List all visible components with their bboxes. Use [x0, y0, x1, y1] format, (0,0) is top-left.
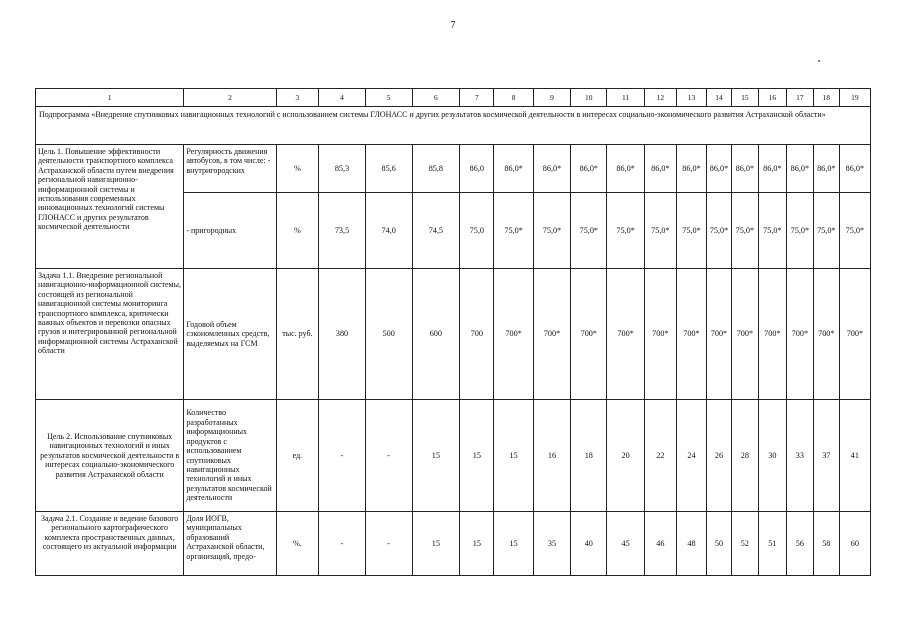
header-cell: 14 [707, 89, 732, 107]
value-cell: 86,0 [460, 145, 494, 193]
header-cell: 3 [276, 89, 319, 107]
header-cell: 4 [319, 89, 366, 107]
header-cell: 1 [36, 89, 184, 107]
value-cell: 74,5 [412, 193, 460, 269]
value-cell: 75,0* [707, 193, 732, 269]
value-cell: 700* [494, 269, 533, 400]
subprogram-title: Подпрограмма «Внедрение спутниковых навигационных технологий с использованием системы ГЛОНАСС и других результатов космической деятельности в интересах социально-экономического развития Астраханской области» [36, 107, 871, 145]
value-cell: 60 [839, 512, 870, 576]
value-cell: 30 [758, 400, 786, 512]
value-cell: 700* [676, 269, 706, 400]
value-cell: 86,0* [758, 145, 786, 193]
value-cell: 700 [460, 269, 494, 400]
value-cell: - [365, 512, 412, 576]
value-cell: 700* [644, 269, 676, 400]
value-cell: 85,6 [365, 145, 412, 193]
page-number: 7 [450, 20, 456, 31]
value-cell: 15 [460, 400, 494, 512]
value-cell: 74,0 [365, 193, 412, 269]
table-row [36, 269, 871, 400]
value-cell: 51 [758, 512, 786, 576]
header-cell: 19 [839, 89, 870, 107]
value-cell: 75,0* [813, 193, 839, 269]
header-cell: 15 [731, 89, 758, 107]
header-cell: 11 [607, 89, 644, 107]
value-cell: 41 [839, 400, 870, 512]
value-cell: 75,0* [533, 193, 570, 269]
unit-cell: % [276, 145, 319, 193]
value-cell: 26 [707, 400, 732, 512]
value-cell: 86,0* [813, 145, 839, 193]
goal2-text: Цель 2. Использование спутниковых навигационных технологий и иных результатов космической деятельности в интересах социально-экономического развития Астраханской области [36, 400, 184, 512]
indicator-cell: Годовой объем сэкономленных средств, выделяемых на ГСМ [184, 269, 276, 400]
header-cell: 16 [758, 89, 786, 107]
value-cell: 700* [758, 269, 786, 400]
value-cell: 86,0* [786, 145, 813, 193]
value-cell: - [319, 400, 366, 512]
value-cell: 86,0* [676, 145, 706, 193]
header-cell: 5 [365, 89, 412, 107]
value-cell: 700* [839, 269, 870, 400]
unit-cell: % [276, 193, 319, 269]
header-cell: 8 [494, 89, 533, 107]
indicators-table [35, 88, 871, 576]
header-cell: 6 [412, 89, 460, 107]
indicator-cell: - пригородных [184, 193, 276, 269]
header-cell: 17 [786, 89, 813, 107]
value-cell: 45 [607, 512, 644, 576]
value-cell: 37 [813, 400, 839, 512]
value-cell: 75,0* [644, 193, 676, 269]
value-cell: 75,0* [786, 193, 813, 269]
value-cell: 700* [786, 269, 813, 400]
value-cell: 700* [813, 269, 839, 400]
value-cell: 46 [644, 512, 676, 576]
value-cell: 85,3 [319, 145, 366, 193]
value-cell: 700* [607, 269, 644, 400]
value-cell: 20 [607, 400, 644, 512]
header-cell: 13 [676, 89, 706, 107]
value-cell: 85,8 [412, 145, 460, 193]
header-cell: 7 [460, 89, 494, 107]
value-cell: 33 [786, 400, 813, 512]
value-cell: - [365, 400, 412, 512]
value-cell: 40 [571, 512, 607, 576]
value-cell: 700* [571, 269, 607, 400]
indicator-cell: Количество разработанных информационных продуктов с использованием спутниковых навигационных технологий и иных результатов космической деятельности [184, 400, 276, 512]
value-cell: 86,0* [533, 145, 570, 193]
value-cell: 15 [460, 512, 494, 576]
value-cell: 73,5 [319, 193, 366, 269]
unit-cell: %. [276, 512, 319, 576]
value-cell: 86,0* [494, 145, 533, 193]
value-cell: 15 [494, 400, 533, 512]
value-cell: 600 [412, 269, 460, 400]
value-cell: 700* [707, 269, 732, 400]
header-cell: 9 [533, 89, 570, 107]
value-cell: 48 [676, 512, 706, 576]
value-cell: 52 [731, 512, 758, 576]
table-row [36, 512, 871, 576]
value-cell: 700* [731, 269, 758, 400]
value-cell: 86,0* [839, 145, 870, 193]
header-row [36, 89, 871, 107]
unit-cell: тыс. руб. [276, 269, 319, 400]
value-cell: 75,0* [839, 193, 870, 269]
value-cell: 86,0* [644, 145, 676, 193]
value-cell: - [319, 512, 366, 576]
value-cell: 58 [813, 512, 839, 576]
value-cell: 86,0* [607, 145, 644, 193]
value-cell: 86,0* [571, 145, 607, 193]
header-cell: 12 [644, 89, 676, 107]
value-cell: 22 [644, 400, 676, 512]
header-cell: 18 [813, 89, 839, 107]
value-cell: 700* [533, 269, 570, 400]
value-cell: 75,0* [758, 193, 786, 269]
value-cell: 28 [731, 400, 758, 512]
table-row [36, 400, 871, 512]
goal1-text: Цель 1. Повышение эффективности деятельности транспортного комплекса Астраханской области путем внедрения региональной навигационно-информационной системы и использования современных инновационных технологий системы ГЛОНАСС и других результатов космической деятельности [36, 145, 184, 269]
value-cell: 75,0 [460, 193, 494, 269]
value-cell: 86,0* [707, 145, 732, 193]
value-cell: 15 [412, 512, 460, 576]
subprogram-row [36, 107, 871, 145]
value-cell: 75,0* [676, 193, 706, 269]
value-cell: 75,0* [731, 193, 758, 269]
value-cell: 75,0* [607, 193, 644, 269]
value-cell: 16 [533, 400, 570, 512]
value-cell: 86,0* [731, 145, 758, 193]
header-cell: 2 [184, 89, 276, 107]
scan-dot [818, 60, 820, 62]
value-cell: 24 [676, 400, 706, 512]
table-row [36, 145, 871, 193]
table-body [36, 89, 871, 576]
value-cell: 75,0* [494, 193, 533, 269]
unit-cell: ед. [276, 400, 319, 512]
value-cell: 50 [707, 512, 732, 576]
value-cell: 500 [365, 269, 412, 400]
indicator-cell: Доля ИОГВ, муниципальных образований Астраханской области, организаций, предо- [184, 512, 276, 576]
indicator-cell: Регулярность движения автобусов, в том числе: - внутригородских [184, 145, 276, 193]
value-cell: 56 [786, 512, 813, 576]
task21-text: Задача 2.1. Создание и ведение базового регионального картографического комплекта пространственных данных, состоящего из актуальной информации [36, 512, 184, 576]
task11-text: Задача 1.1. Внедрение региональной навигационно-информационной системы, состоящей из региональной навигационной системы мониторинга транспортного комплекса, критически важных объектов и перевозки опасных грузов и интегрированной региональной информационной системы Астраханской области [36, 269, 184, 400]
value-cell: 380 [319, 269, 366, 400]
value-cell: 15 [494, 512, 533, 576]
value-cell: 75,0* [571, 193, 607, 269]
value-cell: 35 [533, 512, 570, 576]
value-cell: 18 [571, 400, 607, 512]
value-cell: 15 [412, 400, 460, 512]
header-cell: 10 [571, 89, 607, 107]
